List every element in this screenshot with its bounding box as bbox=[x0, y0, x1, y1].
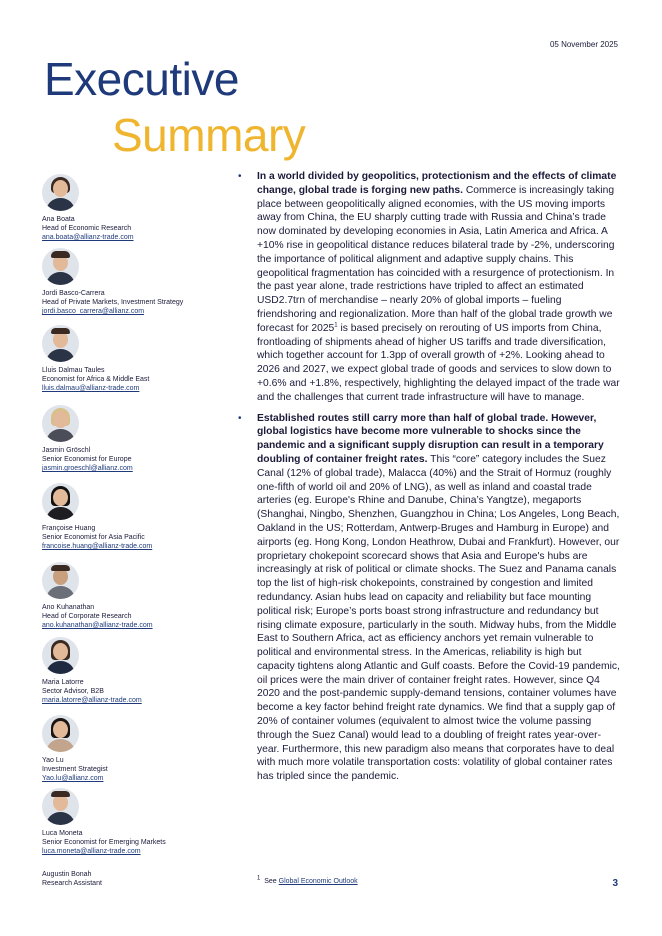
author-role: Head of Private Markets, Investment Strategy bbox=[42, 299, 184, 306]
author-name: Augustin Bonah bbox=[42, 871, 92, 878]
report-date: 05 November 2025 bbox=[549, 40, 618, 49]
author-role: Sector Advisor, B2B bbox=[42, 688, 104, 695]
page-number: 3 bbox=[612, 878, 618, 889]
bullet-text: Commerce is increasingly taking place between geopolitically aligned economies, with the US moving imports away from China, the EU sharply cutting trade with Russia and China’s trade now dominated by developing economies in Asia, Latin America and Africa. A +10% rise in geopolitical distance reduces bilateral trade by -2%, underscoring the importance of political alignment and adaptive supply chains. This geopolitical fragmentation has coincided with a resurgence of protectionism. In the past year alone, trade restrictions have tripled to affect an estimated USD2.7trn of merchandise – nearly 20% of global imports – fueling friendshoring and regionalization. More than half of the global trade growth we forecast for 2025 bbox=[257, 184, 615, 334]
author-email-link[interactable]: luca.moneta@allianz-trade.com bbox=[42, 848, 141, 855]
summary-body bbox=[236, 170, 621, 791]
author-email-link[interactable]: ano.kuhanathan@allianz-trade.com bbox=[42, 622, 153, 629]
author-card bbox=[42, 483, 222, 551]
author-photo bbox=[42, 325, 79, 362]
bullet-text: This “core” category includes the Suez Canal (12% of global trade), Malacca (40%) and the Strait of Hormuz (roughly one-fifth of world oil and 20% of LNG), as well as inland and coastal trade arteries (eg. Europe's Rhine and Danube, China’s Yangtze), megaports (Shanghai, Ningbo, Shenzhen, Guangzhou in China; Los Angeles, Long Beach, Oakland in the US; Rotterdam, Antwerp-Bruges and Hamburg in Europe) and airports (eg. Hong Kong, London Heathrow, Dubai and Frankfurt). However, our proprietary chokepoint scorecard shows that Asia and Europe's hubs are increasingly at risk of political or climate shocks. The Suez and Panama canals top the list of high-risk chokepoints, constrained by congestion and limited redundancy. Asian hubs lead on capacity and reliability but face mounting political risk; Europe’s ports boast strong infrastructure and redundancy but rising climate exposure, particularly in the south. Midway hubs, from the Middle East to Southern Africa, act as efficiency anchors yet remain vulnerable to political and environmental stress. In the Americas, reliability is high but capacity tightens along Atlantic and Gulf coasts. Before the Covid-19 pandemic, oil prices were the main driver of container freight rates. However, since Q4 2020 and the post-pandemic supply-demand tensions, container volumes have become a key factor behind freight rate dynamics. We find that a supply gap of 20% of container volumes (equivalent to almost twice the volume passing through the Suez Canal) would lead to a doubling of freight rates year-over-year. Furthermore, this new paradigm also means that corporates have to deal with much more volatile transportation costs: volatility of global container rates has tripled since the pandemic. bbox=[257, 453, 620, 783]
author-role: Senior Economist for Emerging Markets bbox=[42, 839, 166, 846]
bullet-icon: • bbox=[238, 412, 242, 424]
author-name: Françoise Huang bbox=[42, 525, 96, 532]
title-line-summary: Summary bbox=[112, 109, 306, 161]
footnote-marker: 1 bbox=[257, 875, 261, 882]
author-email-link[interactable]: lluis.dalmau@allianz-trade.com bbox=[42, 385, 140, 392]
author-role: Research Assistant bbox=[42, 880, 102, 887]
author-photo bbox=[42, 405, 79, 442]
footnote-link[interactable]: Global Economic Outlook bbox=[278, 878, 358, 885]
author-email-link[interactable]: francoise.huang@allianz-trade.com bbox=[42, 543, 153, 550]
author-card-no-photo bbox=[42, 866, 222, 888]
author-photo bbox=[42, 483, 79, 520]
author-name: Yao Lu bbox=[42, 757, 64, 764]
author-email-link[interactable]: maria.latorre@allianz-trade.com bbox=[42, 697, 142, 704]
author-photo bbox=[42, 562, 79, 599]
author-photo bbox=[42, 788, 79, 825]
summary-bullet-logistics bbox=[236, 412, 621, 785]
bullet-heading: Established routes still carry more than half of global trade. However, global logistics have become more vulnerable to shocks since the pandemic and a significant supply disruption can result in a temporary doubling of container freight rates. bbox=[257, 412, 604, 465]
author-photo bbox=[42, 715, 79, 752]
author-card bbox=[42, 637, 222, 705]
footnote bbox=[257, 875, 358, 885]
footnote-ref[interactable]: 1 bbox=[334, 322, 338, 329]
bullet-heading: In a world divided by geopolitics, protectionism and the effects of climate change, global trade is forging new paths. bbox=[257, 171, 617, 196]
author-role: Head of Corporate Research bbox=[42, 613, 132, 620]
author-name: Luca Moneta bbox=[42, 830, 83, 837]
author-role: Head of Economic Research bbox=[42, 225, 132, 232]
summary-bullet-trade-paths bbox=[236, 170, 621, 405]
author-photo bbox=[42, 637, 79, 674]
author-card bbox=[42, 562, 222, 630]
footnote-prefix: See bbox=[264, 878, 279, 885]
author-card bbox=[42, 715, 222, 783]
author-name: Jordi Basco-Carrera bbox=[42, 290, 105, 297]
author-email-link[interactable]: jasmin.groeschl@allianz.com bbox=[42, 465, 133, 472]
author-email-link[interactable]: jordi.basco_carrera@allianz.com bbox=[42, 308, 145, 315]
author-card bbox=[42, 405, 222, 473]
author-name: Jasmin Gröschl bbox=[42, 447, 91, 454]
author-card bbox=[42, 174, 222, 242]
author-role: Economist for Africa & Middle East bbox=[42, 376, 150, 383]
author-email-link[interactable]: ana.boata@allianz-trade.com bbox=[42, 234, 134, 241]
author-card bbox=[42, 248, 222, 316]
author-role: Investment Strategist bbox=[42, 766, 108, 773]
author-photo bbox=[42, 248, 79, 285]
author-role: Senior Economist for Asia Pacific bbox=[42, 534, 145, 541]
bullet-icon: • bbox=[238, 171, 242, 182]
author-photo bbox=[42, 174, 79, 211]
author-name: Lluis Dalmau Taules bbox=[42, 367, 105, 374]
author-card bbox=[42, 325, 222, 393]
author-email-link[interactable]: Yao.lu@allianz.com bbox=[42, 775, 104, 782]
author-card bbox=[42, 788, 222, 856]
author-name: Ano Kuhanathan bbox=[42, 604, 95, 611]
author-role: Senior Economist for Europe bbox=[42, 456, 132, 463]
bullet-text: is based precisely on rerouting of US imports from China, frontloading of shipments ahead of higher US tariffs and trade diversification, which together account for 1.3pp of overall growth of +2%. Looking ahead to 2026 and 2027, we expect global trade of goods and services to slow down to +0.6% and +1.8%, respectively, highlighting the delayed impact of the trade war and the challenges that current trade infrastructure will have to manage. bbox=[257, 322, 620, 403]
title-line-executive: Executive bbox=[44, 53, 239, 105]
author-name: Ana Boata bbox=[42, 216, 75, 223]
author-name: Maria Latorre bbox=[42, 679, 84, 686]
